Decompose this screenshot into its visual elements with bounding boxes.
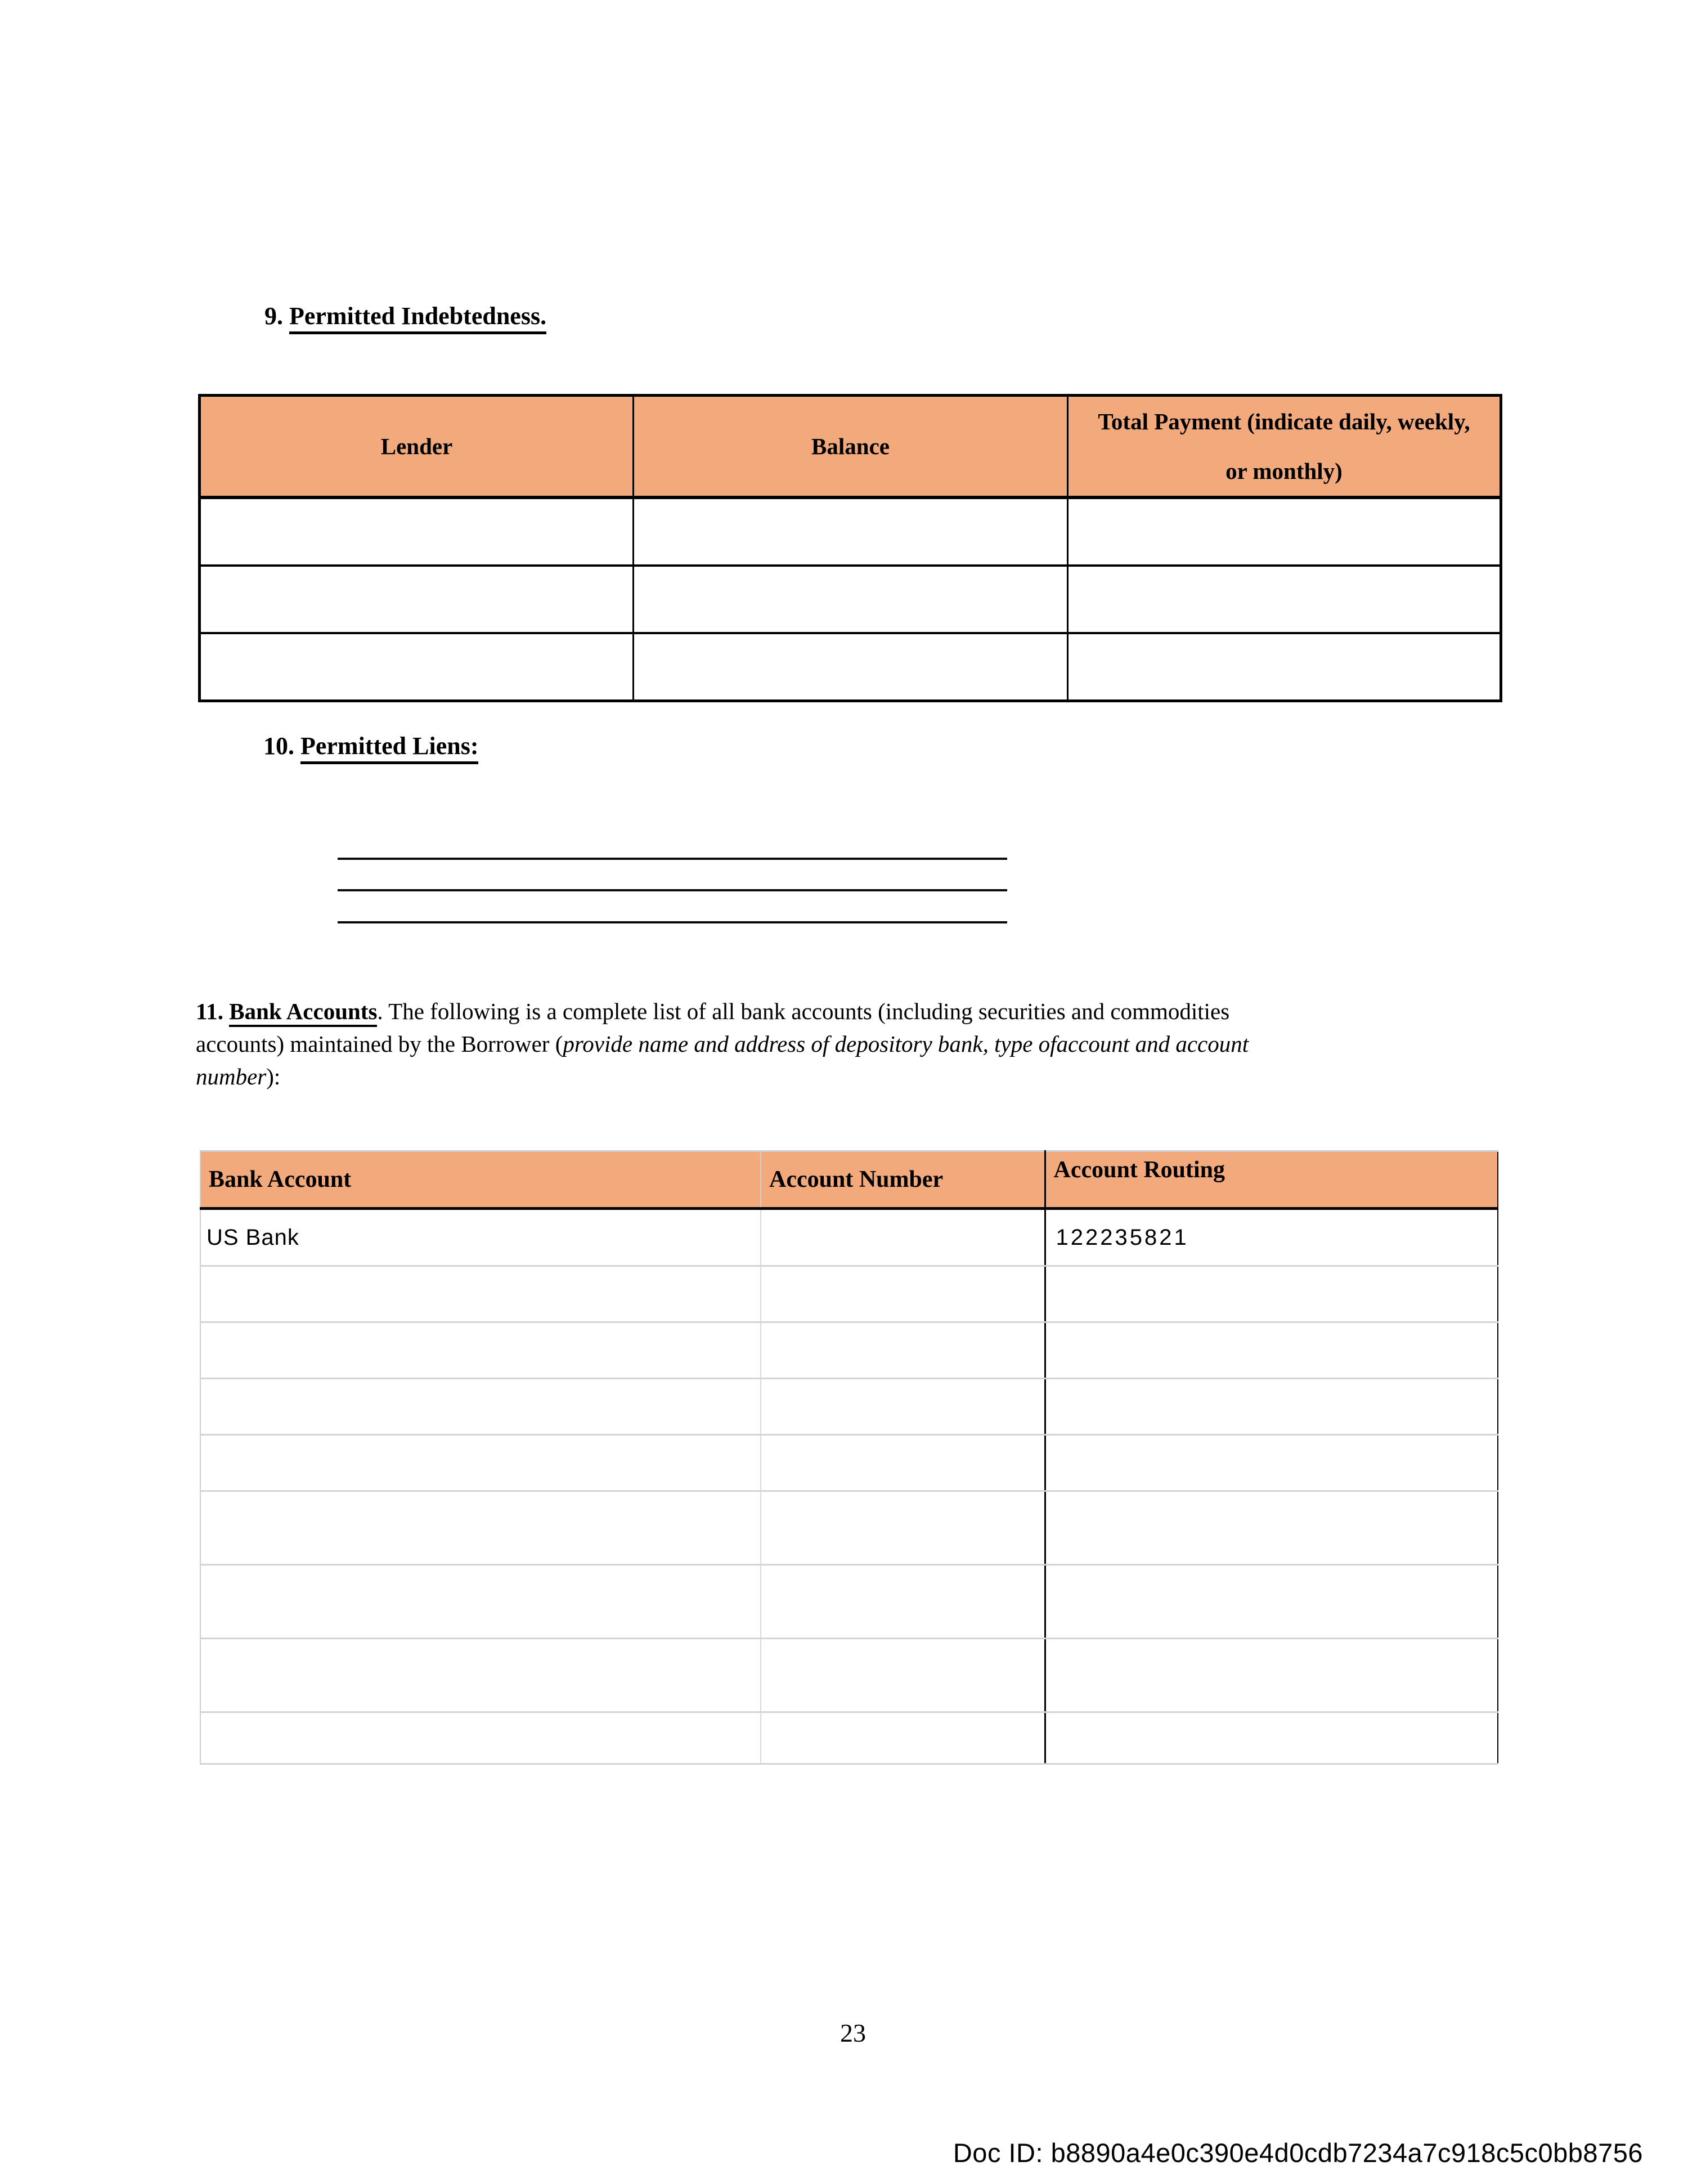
table-row bbox=[200, 1639, 1498, 1712]
section-11-text: ): bbox=[266, 1064, 281, 1089]
indebtedness-cell bbox=[200, 566, 634, 633]
indebtedness-cell bbox=[634, 566, 1068, 633]
table-row bbox=[200, 566, 1501, 633]
account-routing-cell bbox=[1045, 1435, 1498, 1491]
bank-account-cell bbox=[200, 1266, 761, 1322]
indebtedness-header-row bbox=[200, 396, 1501, 498]
bank-account-cell bbox=[200, 1712, 761, 1764]
bank-header-bank-account: Bank Account bbox=[200, 1151, 761, 1209]
section-11-number: 11. bbox=[196, 998, 230, 1024]
account-number-cell bbox=[761, 1322, 1045, 1379]
bank-account-cell bbox=[200, 1435, 761, 1491]
bank-header-account-number: Account Number bbox=[761, 1151, 1045, 1209]
table-row bbox=[200, 1209, 1498, 1266]
doc-id-footer: Doc ID: b8890a4e0c390e4d0cdb7234a7c918c5c0bb8756 bbox=[953, 2138, 1643, 2168]
indebtedness-header-total-payment: Total Payment (indicate daily, weekly, or monthly) bbox=[1068, 396, 1501, 498]
table-row bbox=[200, 1379, 1498, 1435]
bank-account-cell bbox=[200, 1639, 761, 1712]
table-row bbox=[200, 1565, 1498, 1639]
permitted-indebtedness-table bbox=[198, 394, 1502, 702]
section-11-italic-text: number bbox=[196, 1064, 267, 1089]
section-11-title: Bank Accounts bbox=[229, 998, 377, 1027]
bank-header-account-routing: Account Routing bbox=[1045, 1151, 1498, 1209]
liens-blank-line bbox=[338, 858, 1007, 860]
account-number-cell bbox=[761, 1712, 1045, 1764]
account-number-cell bbox=[761, 1639, 1045, 1712]
indebtedness-cell bbox=[634, 633, 1068, 701]
page-number: 23 bbox=[840, 2019, 866, 2047]
account-number-cell bbox=[761, 1491, 1045, 1565]
section-11-text: . The following is a complete list of all bank accounts (including securities and commodities bbox=[377, 998, 1230, 1024]
paragraph-line-2 bbox=[196, 1028, 1507, 1060]
account-routing-cell bbox=[1045, 1491, 1498, 1565]
account-routing-cell bbox=[1045, 1266, 1498, 1322]
liens-blank-line bbox=[338, 889, 1007, 891]
account-number-cell bbox=[761, 1379, 1045, 1435]
table-row bbox=[200, 1491, 1498, 1565]
account-routing-cell bbox=[1045, 1565, 1498, 1639]
paragraph-line-3 bbox=[196, 1060, 1507, 1093]
account-routing-cell: 122235821 bbox=[1056, 1225, 1189, 1250]
liens-blank-line bbox=[338, 921, 1007, 923]
account-routing-cell bbox=[1045, 1322, 1498, 1379]
section-9-title: Permitted Indebtedness. bbox=[289, 302, 546, 334]
table-row bbox=[200, 1435, 1498, 1491]
bank-account-cell bbox=[200, 1322, 761, 1379]
indebtedness-cell bbox=[200, 633, 634, 701]
indebtedness-header-balance: Balance bbox=[634, 396, 1068, 498]
section-9-number: 9. bbox=[264, 302, 289, 330]
section-10-heading bbox=[263, 732, 478, 761]
indebtedness-cell bbox=[634, 497, 1068, 566]
indebtedness-cell bbox=[200, 497, 634, 566]
account-number-cell bbox=[761, 1565, 1045, 1639]
account-routing-cell bbox=[1045, 1379, 1498, 1435]
bank-account-cell bbox=[200, 1379, 761, 1435]
account-number-cell bbox=[761, 1209, 1045, 1266]
section-9-heading bbox=[264, 302, 546, 331]
table-row bbox=[200, 1712, 1498, 1764]
bank-accounts-table bbox=[200, 1150, 1498, 1765]
account-routing-cell bbox=[1045, 1639, 1498, 1712]
section-11-paragraph bbox=[196, 995, 1507, 1093]
account-number-cell bbox=[761, 1266, 1045, 1322]
section-11-text: accounts) maintained by the Borrower ( bbox=[196, 1031, 563, 1057]
section-10-number: 10. bbox=[263, 732, 300, 760]
indebtedness-header-lender: Lender bbox=[200, 396, 634, 498]
indebtedness-cell bbox=[1068, 566, 1501, 633]
bank-header-row bbox=[200, 1151, 1498, 1209]
indebtedness-cell bbox=[1068, 633, 1501, 701]
table-row bbox=[200, 497, 1501, 566]
account-routing-cell bbox=[1045, 1712, 1498, 1764]
bank-account-cell: US Bank bbox=[200, 1209, 761, 1266]
indebtedness-cell bbox=[1068, 497, 1501, 566]
bank-account-cell bbox=[200, 1491, 761, 1565]
table-row bbox=[200, 1322, 1498, 1379]
table-row bbox=[200, 1266, 1498, 1322]
table-row bbox=[200, 633, 1501, 701]
section-11-italic-text: provide name and address of depository bank, type ofaccount and account bbox=[563, 1031, 1249, 1057]
account-number-cell bbox=[761, 1435, 1045, 1491]
paragraph-line-1 bbox=[196, 995, 1507, 1028]
bank-account-cell bbox=[200, 1565, 761, 1639]
section-10-title: Permitted Liens: bbox=[300, 732, 478, 764]
